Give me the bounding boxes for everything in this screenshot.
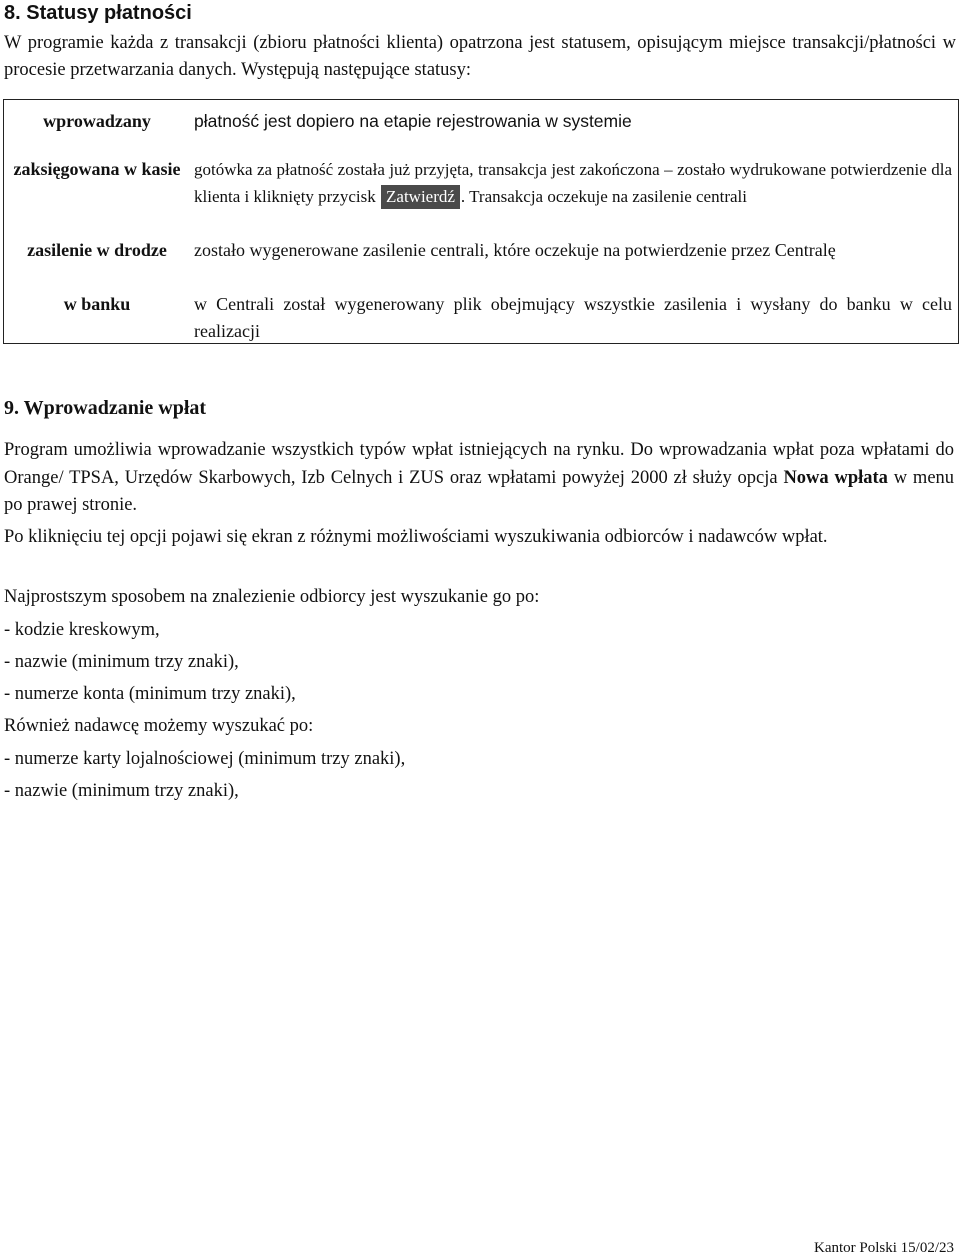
- section-8-intro: W programie każda z transakcji (zbioru płatności klienta) opatrzona jest statusem, opisującym miejsce transakcji/płatności w procesie przetwarzania danych. Występują następujące statusy:: [4, 33, 956, 80]
- confirm-button[interactable]: Zatwierdź: [381, 185, 460, 209]
- menu-option-name: Nowa wpłata: [783, 467, 888, 488]
- section-9-paragraph-3: Najprostszym sposobem na znalezienie odbiorcy jest wyszukanie go po:: [4, 587, 540, 607]
- section-9-paragraph-1: [4, 437, 954, 520]
- status-description: w Centrali został wygenerowany plik obejmujący wszystkie zasilenia i wysłany do banku w celu realizacji: [194, 294, 952, 341]
- section-8-title: 8. Statusy płatności: [4, 2, 192, 24]
- status-description-text: gotówka za płatność została już przyjęta, transakcja jest zakończona – zostało wydrukowane potwierdzenie dla klienta i kliknięty przycisk: [194, 160, 952, 206]
- page-footer: Kantor Polski 15/02/23: [813, 1240, 954, 1256]
- status-table: [3, 99, 959, 344]
- status-description: [194, 156, 952, 210]
- status-name: w banku: [63, 294, 131, 314]
- section-9-title: 9. Wprowadzanie wpłat: [4, 397, 207, 419]
- list-item: - numerze konta (minimum trzy znaki),: [4, 684, 296, 704]
- list-item: - nazwie (minimum trzy znaki),: [4, 652, 239, 672]
- status-description: płatność jest dopiero na etapie rejestrowania w systemie: [194, 111, 632, 131]
- paragraph-text: Program umożliwia wprowadzanie wszystkich typów wpłat istniejących na rynku. Do wprowadzania wpłat poza wpłatami do Orange/ TPSA, Urzędów Skarbowych, Izb Celnych i ZUS oraz wpłatami powyżej 2000 zł służy opcja: [4, 440, 954, 488]
- paragraph-text: w menu po prawej stronie.: [4, 467, 955, 515]
- list-item: - nazwie (minimum trzy znaki),: [4, 781, 239, 801]
- section-9-paragraph-4: Również nadawcę możemy wyszukać po:: [4, 716, 314, 736]
- list-item: - kodzie kreskowym,: [4, 620, 160, 640]
- status-name: wprowadzany: [43, 111, 151, 131]
- list-item: - numerze karty lojalnościowej (minimum trzy znaki),: [4, 749, 406, 769]
- status-description-text: . Transakcja oczekuje na zasilenie centrali: [460, 187, 747, 206]
- status-name: zaksięgowana w kasie: [13, 159, 181, 179]
- status-name: zasilenie w drodze: [27, 240, 167, 260]
- section-9-paragraph-2: Po kliknięciu tej opcji pojawi się ekran z różnymi możliwościami wyszukiwania odbiorców i nadawców wpłat.: [4, 527, 828, 547]
- status-description: zostało wygenerowane zasilenie centrali, które oczekuje na potwierdzenie przez Centralę: [194, 240, 836, 260]
